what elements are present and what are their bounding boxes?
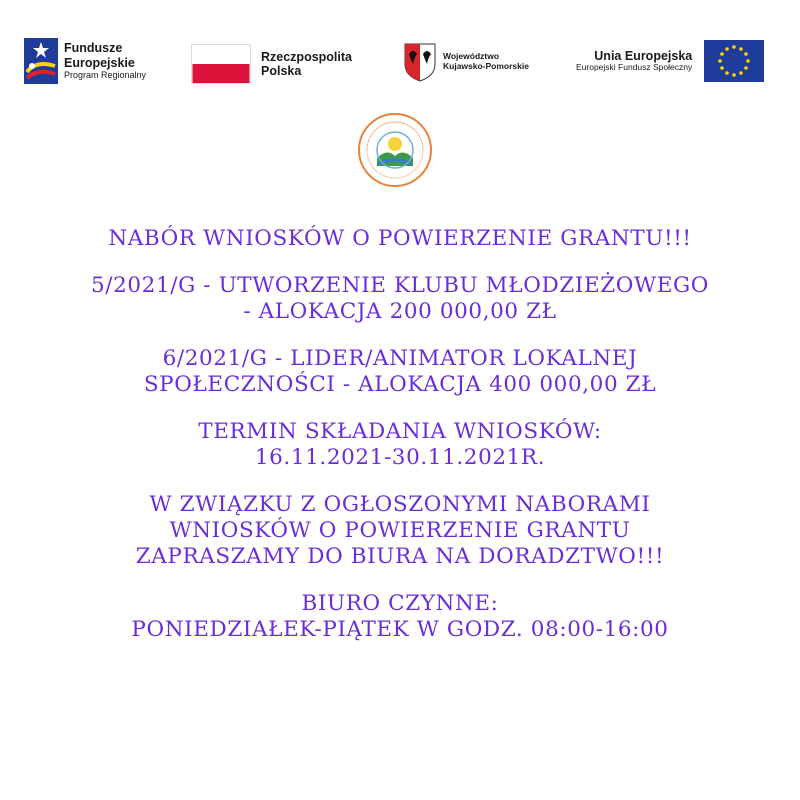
unia-europejska-logo [576,40,764,82]
fundusze-europejskie-logo [24,38,146,84]
deadline-line1: TERMIN SKŁADANIA WNIOSKÓW: [198,419,602,444]
office-block [0,591,800,643]
logo-bar [0,36,800,96]
deadline-block [0,419,800,471]
invite-line2: WNIOSKÓW O POWIERZENIE GRANTU [169,518,631,543]
fundusze-europejskie-icon [24,38,58,84]
call1-block [0,273,800,325]
unia-line1: Unia Europejska [594,48,693,63]
eu-flag-icon [704,40,764,82]
wojewodztwo-logo [403,42,529,82]
call1-line1: 5/2021/G - UTWORZENIE KLUBU MŁODZIEŻOWEGO [90,273,709,298]
lgd-dolina-drwecy-logo [355,110,435,190]
fundusze-line1: Fundusze [64,41,123,56]
deadline-line2: 16.11.2021-30.11.2021R. [254,445,546,470]
heading-block [0,226,800,252]
call2-line2: SPOŁECZNOŚCI - ALOKACJA 400 000,00 ZŁ [143,372,657,397]
rzeczpospolita-line2: Polska [261,64,302,78]
call1-line2: - ALOKACJA 200 000,00 ZŁ [243,299,557,324]
call2-line1: 6/2021/G - LIDER/ANIMATOR LOKALNEJ [162,346,638,371]
invite-block [0,492,800,570]
announcement [0,226,800,664]
announcement-heading: NABÓR WNIOSKÓW O POWIERZENIE GRANTU!!! [108,226,692,251]
rzeczpospolita-logo [191,44,352,84]
rzeczpospolita-line1: Rzeczpospolita [261,49,352,64]
unia-line2: Europejski Fundusz Społeczny [576,62,693,73]
wojewodztwo-line2: Kujawsko-Pomorskie [443,61,529,71]
office-line2: PONIEDZIAŁEK-PIĄTEK W GODZ. 08:00-16:00 [131,617,669,642]
office-line1: BIURO CZYNNE: [301,591,499,616]
wojewodztwo-line1: Województwo [443,51,500,62]
call2-block [0,346,800,398]
fundusze-line2: Europejskie [64,55,135,70]
fundusze-line3: Program Regionalny [64,70,147,81]
coat-of-arms-icon [403,42,437,82]
poland-flag-icon [191,44,251,84]
invite-line1: W ZWIĄZKU Z OGŁOSZONYMI NABORAMI [149,492,651,517]
invite-line3: ZAPRASZAMY DO BIURA NA DORADZTWO!!! [135,544,665,569]
